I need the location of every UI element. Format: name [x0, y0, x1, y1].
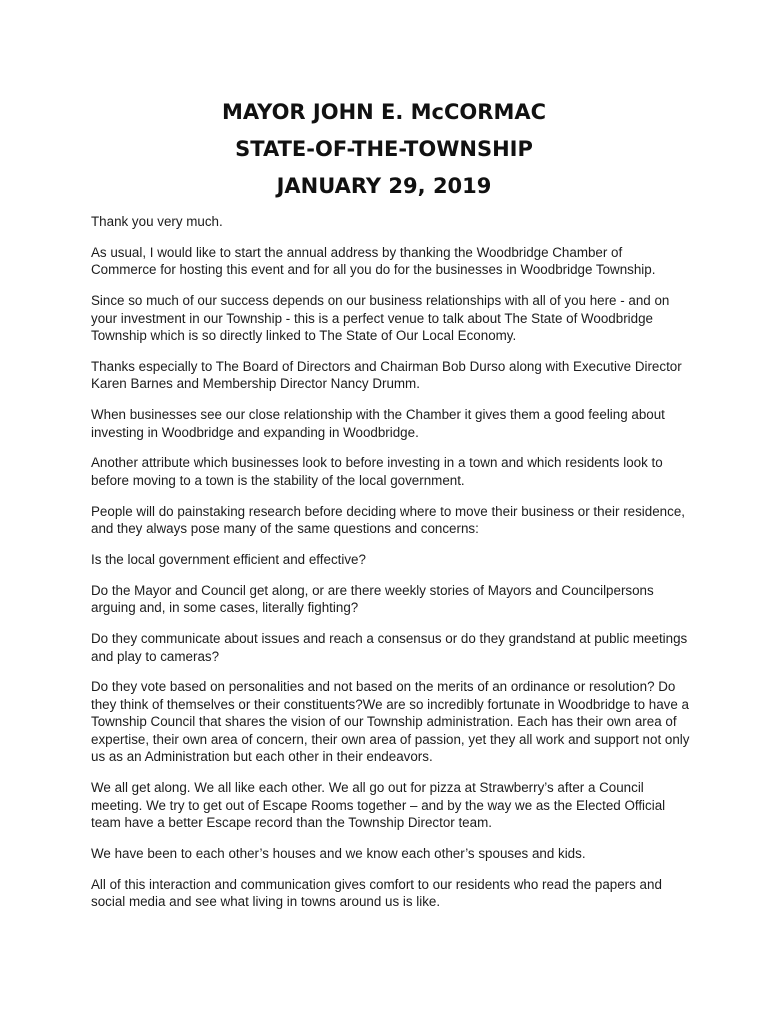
paragraph-board-thanks: Thanks especially to The Board of Directors and Chairman Bob Durso along with Executive Director Karen Barnes and Membership Director Nancy Drumm. — [91, 358, 682, 392]
paragraph-question-vote: Do they vote based on personalities and not based on the merits of an ordinance or resolution? Do they think of themselves or their constituents?We are so incredibly fortunate in Woodbridge to have a Township Council that shares the vision of our Township administration. Each has their own area of expertise, their own area of concern, their own area of passion, yet they all work and support not only us as an Administration but each other in their endeavors. — [91, 679, 690, 765]
paragraph-houses: We have been to each other’s houses and we know each other’s spouses and kids. — [91, 846, 586, 862]
title-line-date: JANUARY 29, 2019 — [276, 174, 492, 198]
title-line-address-name: STATE-OF-THE-TOWNSHIP — [235, 137, 533, 161]
paragraph-interaction: All of this interaction and communication gives comfort to our residents who read the papers and social media and see what living in towns around us is like. — [91, 876, 662, 910]
paragraph-chamber-relationship: When businesses see our close relationship with the Chamber it gives them a good feeling about investing in Woodbridge and expanding in Woodbridge. — [91, 407, 665, 440]
speech-body — [91, 213, 691, 924]
paragraph-get-along: We all get along. We all like each other. We all go out for pizza at Strawberry’s after a Council meeting. We try to get out of Escape Rooms together – and by the way we as the Elected Official team have a better Escape record than the Township Director team. — [91, 780, 666, 831]
title-line-mayor-name: MAYOR JOHN E. McCORMAC — [221, 100, 547, 124]
paragraph-research: People will do painstaking research before deciding where to move their business or their residence, and they always pose many of the same questions and concerns: — [91, 503, 685, 537]
paragraph-government-stability: Another attribute which businesses look to before investing in a town and which residents look to before moving to a town is the stability of the local government. — [91, 455, 663, 488]
paragraph-thanks: Thank you very much. — [91, 214, 223, 229]
document-title — [0, 94, 768, 205]
paragraph-question-communicate: Do they communicate about issues and reach a consensus or do they grandstand at public meetings and play to cameras? — [91, 631, 688, 664]
paragraph-question-efficient: Is the local government efficient and effective? — [91, 552, 366, 568]
paragraph-business-relationships: Since so much of our success depends on our business relationships with all of you here - and on your investment in our Township - this is a perfect venue to talk about The State of Woodbridge Township which is so directly linked to The State of Our Local Economy. — [91, 293, 670, 344]
paragraph-question-get-along: Do the Mayor and Council get along, or are there weekly stories of Mayors and Councilpersons arguing and, in some cases, literally fighting? — [91, 582, 654, 616]
paragraph-chamber-thanks: As usual, I would like to start the annual address by thanking the Woodbridge Chamber of Commerce for hosting this event and for all you do for the businesses in Woodbridge Township. — [91, 244, 656, 278]
